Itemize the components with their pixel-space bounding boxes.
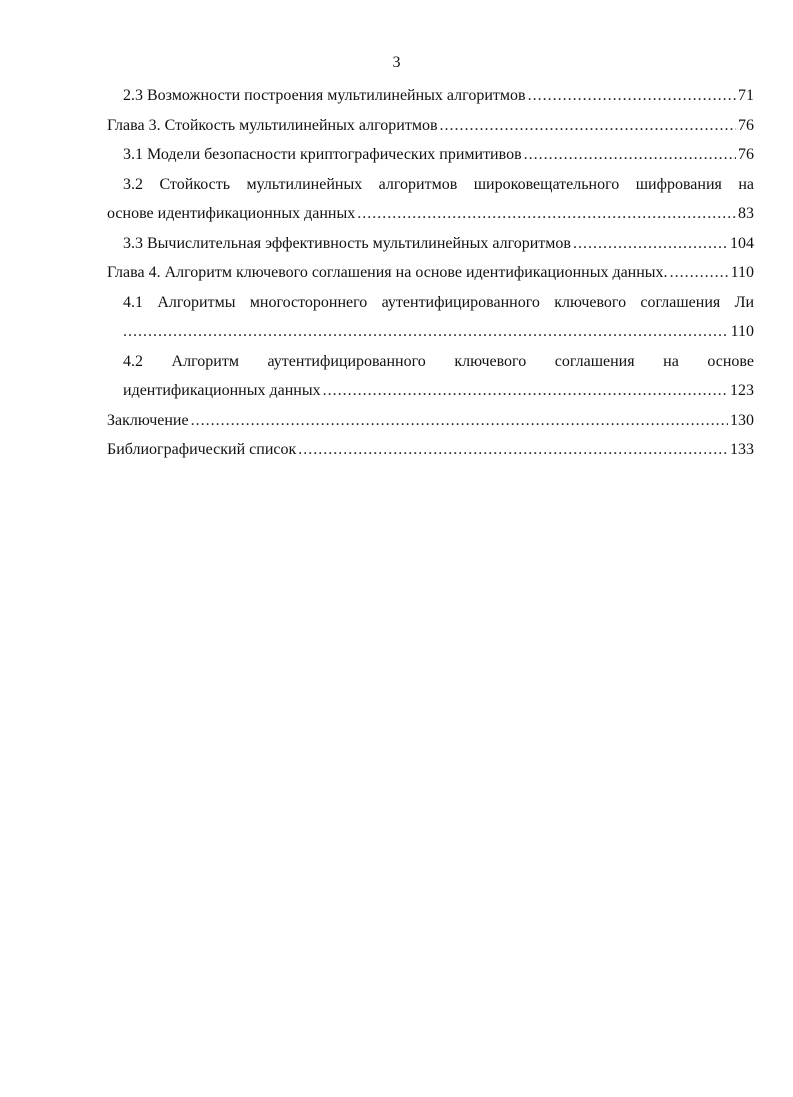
dot-leader xyxy=(440,111,737,141)
toc-entry-page: 133 xyxy=(730,441,754,458)
toc-entry-page: 71 xyxy=(738,87,754,104)
toc-entry-title: 3.1 Модели безопасности криптографических примитивов xyxy=(123,146,522,163)
toc-entry-conclusion[interactable] xyxy=(107,406,754,436)
toc-entry-title-line-2: идентификационных данных xyxy=(123,382,321,399)
toc-entry-page: 76 xyxy=(738,146,754,163)
toc-entry-chapter-4[interactable] xyxy=(107,258,754,288)
dot-leader xyxy=(191,406,728,436)
toc-entry-title: Библиографический список xyxy=(107,441,297,458)
toc-entry-page: 104 xyxy=(730,234,754,252)
dot-leader xyxy=(357,199,736,229)
page-number: 3 xyxy=(392,54,401,71)
toc-entry-3-2[interactable] xyxy=(107,170,754,229)
dot-leader xyxy=(524,140,736,170)
toc-entry-bibliography[interactable] xyxy=(107,435,754,465)
toc-entry-page: 76 xyxy=(738,116,754,134)
toc-entry-4-2[interactable] xyxy=(107,347,754,406)
toc-entry-title: Заключение xyxy=(107,411,189,429)
toc-entry-title: 3.3 Вычислительная эффективность мультилинейных алгоритмов xyxy=(123,234,571,252)
toc-entry-3-1[interactable] xyxy=(107,140,754,170)
toc-entry-2-3[interactable] xyxy=(107,81,754,111)
toc-entry-chapter-3[interactable] xyxy=(107,111,754,141)
toc-entry-page: 123 xyxy=(730,382,754,399)
toc-entry-title-line-2: основе идентификационных данных xyxy=(107,205,356,222)
dot-leader xyxy=(123,317,729,347)
toc-entry-title-line-1: 3.2 Стойкость мультилинейных алгоритмов широковещательного шифрования на xyxy=(123,175,754,193)
toc-entry-page: 83 xyxy=(738,205,754,222)
dot-leader xyxy=(323,376,728,406)
dot-leader xyxy=(298,435,728,465)
toc-entry-title-line-1: 4.1 Алгоритмы многостороннего аутентифицированного ключевого соглашения Ли xyxy=(123,293,754,311)
toc-entry-page: 110 xyxy=(730,264,754,281)
toc-entry-4-1[interactable] xyxy=(107,288,754,347)
toc-entry-page: 130 xyxy=(730,411,754,429)
toc-entry-title: 2.3 Возможности построения мультилинейных алгоритмов xyxy=(123,87,526,104)
toc-entry-3-3[interactable] xyxy=(107,229,754,259)
dot-leader xyxy=(573,229,728,259)
toc-entry-title: Глава 3. Стойкость мультилинейных алгоритмов xyxy=(107,116,438,134)
table-of-contents xyxy=(107,81,754,465)
toc-entry-page: 110 xyxy=(730,323,754,340)
toc-entry-title: Глава 4. Алгоритм ключевого соглашения на основе идентификационных данных. xyxy=(107,264,668,281)
dot-leader xyxy=(670,258,729,288)
dot-leader xyxy=(528,81,736,111)
toc-entry-title-line-1: 4.2 Алгоритм аутентифицированного ключевого соглашения на основе xyxy=(123,352,754,370)
